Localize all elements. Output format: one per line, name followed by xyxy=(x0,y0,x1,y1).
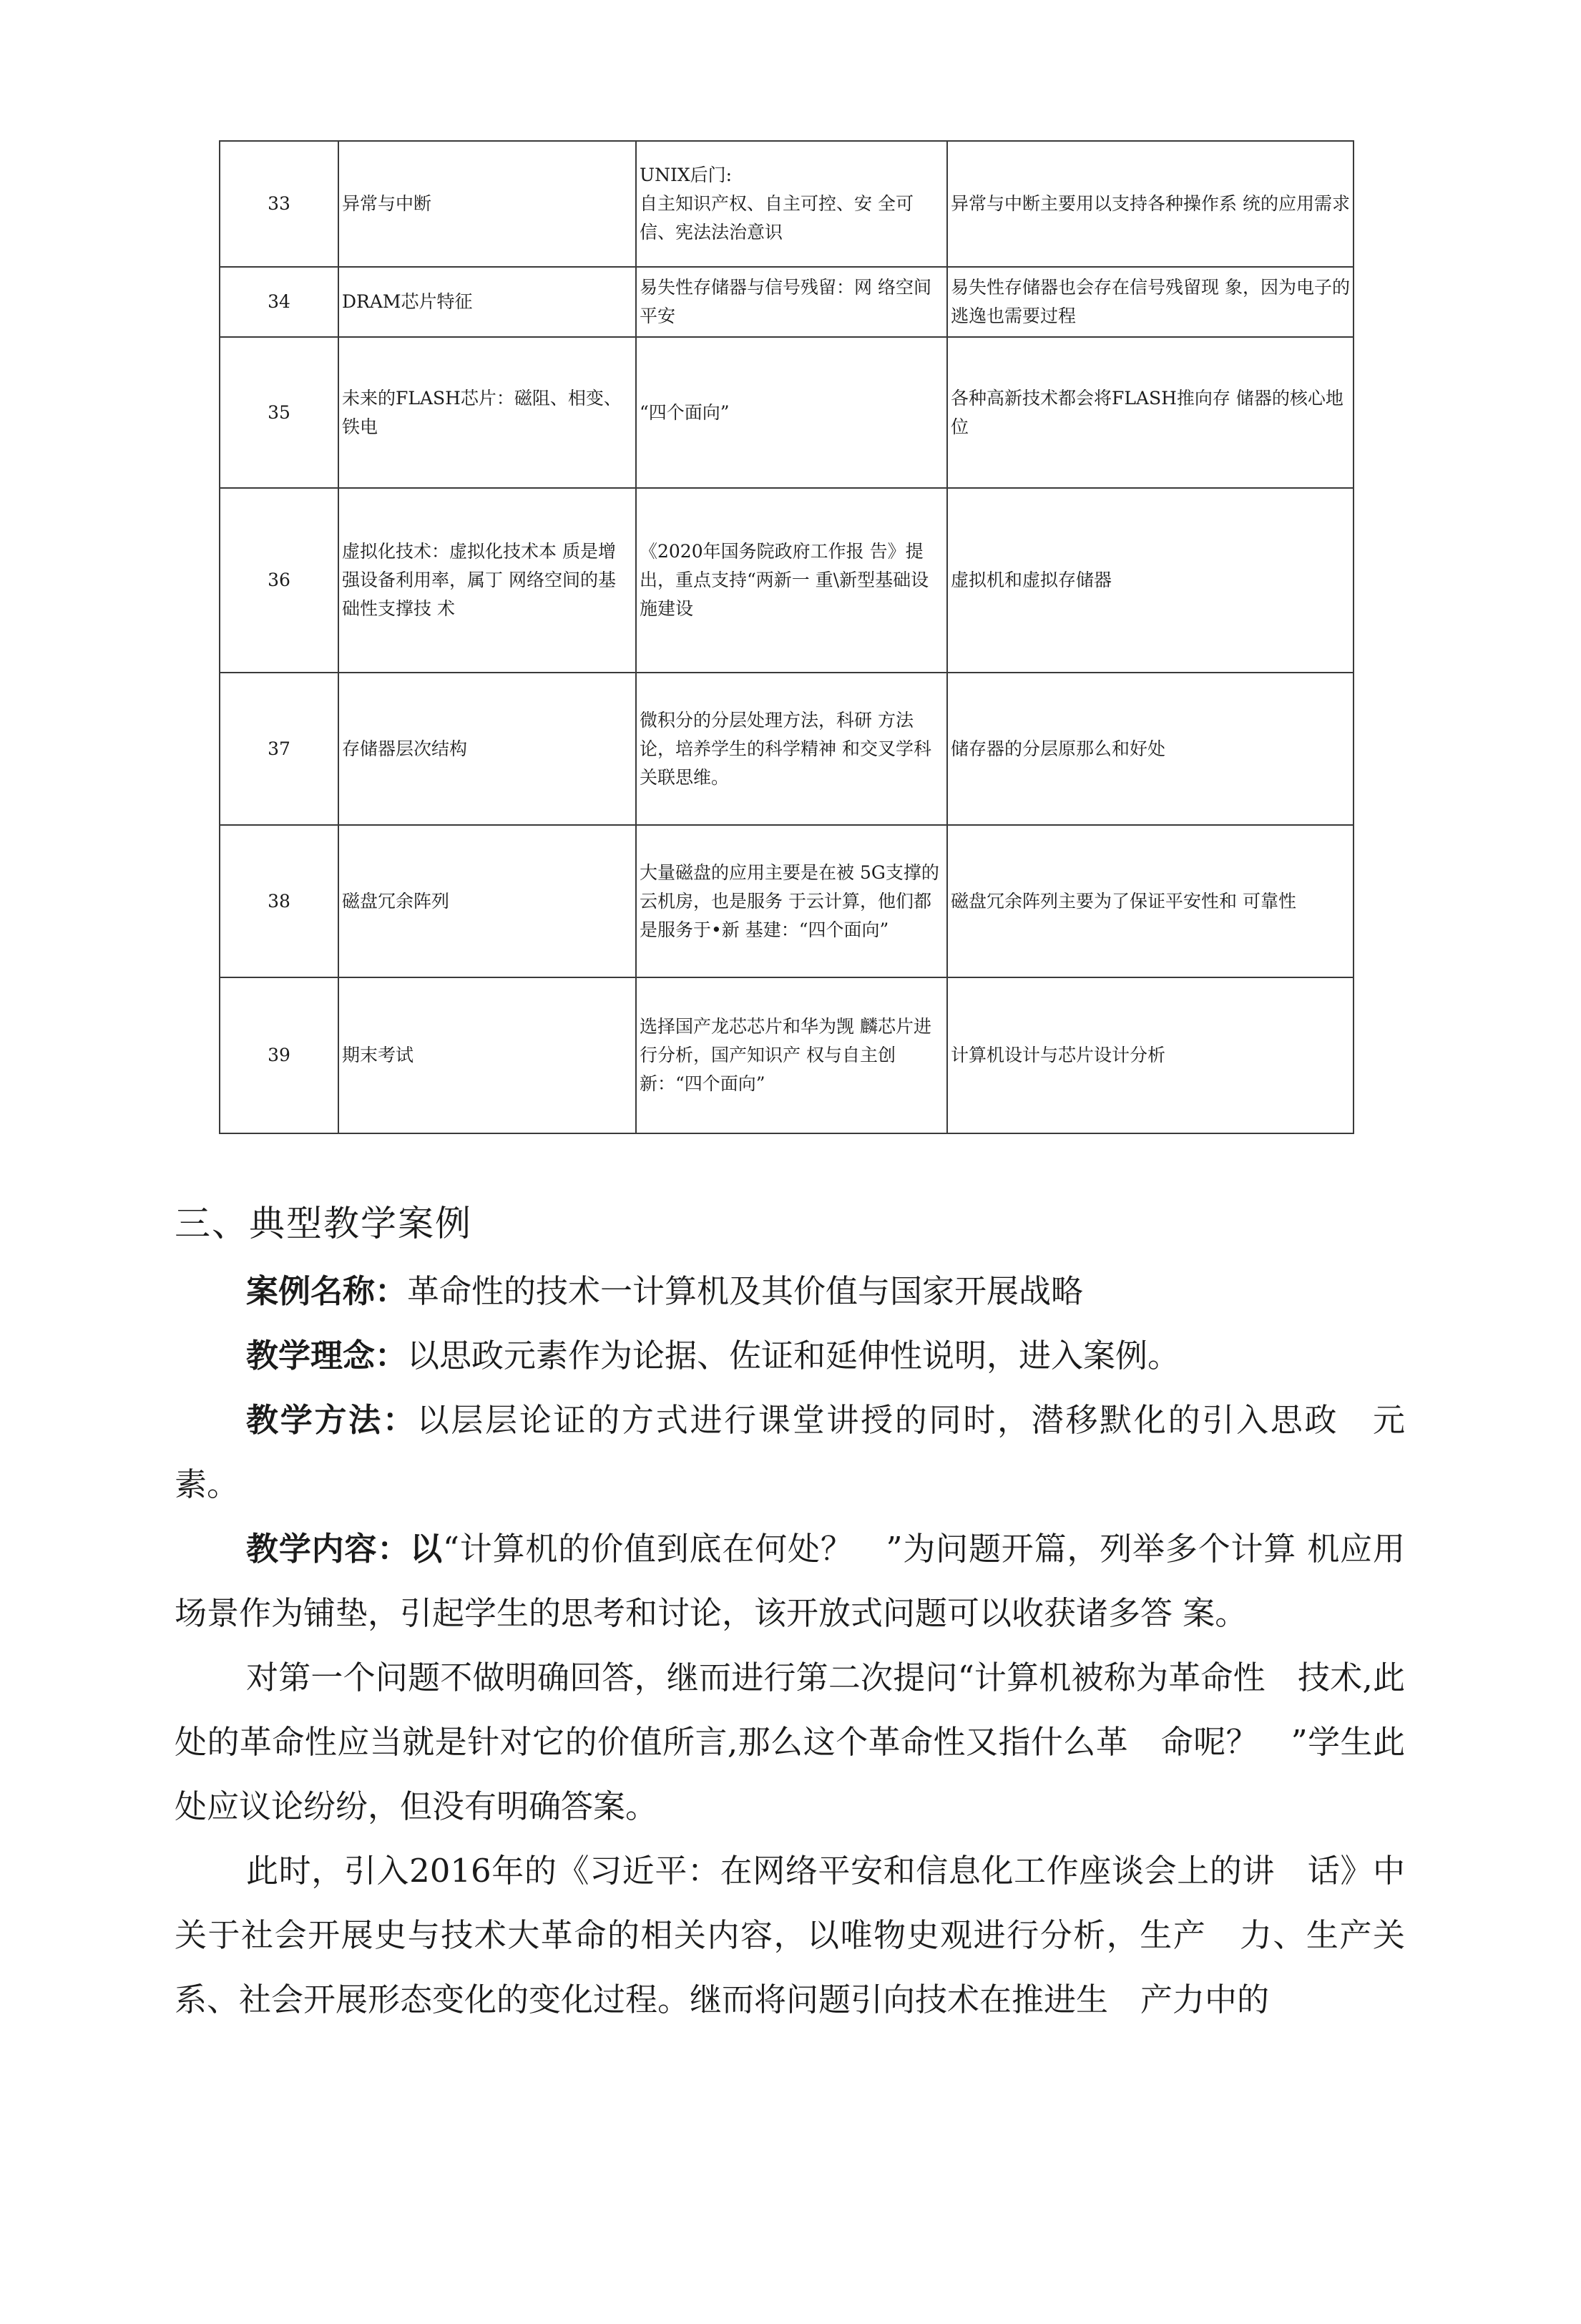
philosophy-paragraph xyxy=(175,1324,1405,1388)
row-note: 虚拟机和虚拟存储器 xyxy=(947,488,1354,673)
section-body xyxy=(175,1259,1405,2032)
row-note: 计算机设计与芯片设计分析 xyxy=(947,977,1354,1133)
row-number: 39 xyxy=(220,977,338,1133)
row-element: 选择国产龙芯芯片和华为觊 麟芯片进行分析，国产知识产 权与自主创新：“四个面向” xyxy=(636,977,947,1133)
row-number: 33 xyxy=(220,141,338,267)
row-topic: 异常与中断 xyxy=(338,141,636,267)
row-topic: 未来的FLASH芯片：磁阻、相变、铁电 xyxy=(338,337,636,488)
row-topic: 虚拟化技术：虚拟化技术本 质是增强设备利用率，属丁 网络空间的基础性支撑技 术 xyxy=(338,488,636,673)
method-text: 以层层论证的方式进行课堂讲授的同时，潜移默化的引入思政 元素。 xyxy=(175,1401,1405,1503)
table-row xyxy=(220,337,1354,488)
row-note: 储存器的分层原那么和好处 xyxy=(947,673,1354,825)
row-element: 《2020年国务院政府工作报 告》提出，重点支持“两新一 重\新型基础设施建设 xyxy=(636,488,947,673)
method-label: 教学方法： xyxy=(246,1401,417,1439)
philosophy-label: 教学理念： xyxy=(246,1337,408,1375)
philosophy-text: 以思政元素作为论据、佐证和延伸性说明，进入案例。 xyxy=(407,1337,1180,1375)
table-row xyxy=(220,141,1354,267)
case-name-paragraph xyxy=(175,1259,1405,1324)
row-note: 异常与中断主要用以支持各种操作系 统的应用需求 xyxy=(947,141,1354,267)
row-note: 易失性存储器也会存在信号残留现 象，因为电子的逃逸也需要过程 xyxy=(947,267,1354,337)
method-paragraph xyxy=(175,1388,1405,1517)
row-element: 易失性存储器与信号残留：网 络空间平安 xyxy=(636,267,947,337)
case-name-text: 革命性的技术一计算机及其价值与国家开展战略 xyxy=(407,1272,1084,1310)
section-heading: 三、典型教学案例 xyxy=(175,1203,472,1244)
content-label: 教学内容：以 xyxy=(246,1530,443,1568)
speech-reference-paragraph: 此时，引入2016年的《习近平：在网络平安和信息化工作座谈会上的讲 话》中关于社会开展史与技术大革命的相关内容，以唯物史观进行分析，生产 力、生产关系、社会开展形态变化的变化过程。继而将问题引向技术在推进生 产力中的 xyxy=(175,1852,1405,2018)
row-number: 38 xyxy=(220,825,338,977)
table-row xyxy=(220,267,1354,337)
row-note: 磁盘冗余阵列主要为了保证平安性和 可靠性 xyxy=(947,825,1354,977)
row-element: 微积分的分层处理方法，科研 方法论，培养学生的科学精神 和交叉学科关联思维。 xyxy=(636,673,947,825)
table-row xyxy=(220,673,1354,825)
case-name-label: 案例名称： xyxy=(246,1272,408,1310)
row-number: 37 xyxy=(220,673,338,825)
course-schedule-table xyxy=(219,140,1354,1134)
table-row xyxy=(220,825,1354,977)
row-topic: 存储器层次结构 xyxy=(338,673,636,825)
row-number: 34 xyxy=(220,267,338,337)
row-note: 各种高新技术都会将FLASH推向存 储器的核心地位 xyxy=(947,337,1354,488)
table-row xyxy=(220,977,1354,1133)
second-question-paragraph: 对第一个问题不做明确回答，继而进行第二次提问“计算机被称为革命性 技术,此处的革命性应当就是针对它的价值所言,那么这个革命性又指什么革 命呢？ ”学生此处应议论纷纷，但没有明确答案。 xyxy=(175,1659,1405,1825)
content-paragraph xyxy=(175,1517,1405,1646)
table-row xyxy=(220,488,1354,673)
row-element: UNIX后门: 自主知识产权、自主可控、安 全可信、宪法法治意识 xyxy=(636,141,947,267)
row-topic: 期末考试 xyxy=(338,977,636,1133)
row-number: 35 xyxy=(220,337,338,488)
row-element: “四个面向” xyxy=(636,337,947,488)
row-topic: DRAM芯片特征 xyxy=(338,267,636,337)
row-number: 36 xyxy=(220,488,338,673)
row-element: 大量磁盘的应用主要是在被 5G支撑的云机房，也是服务 于云计算，他们都是服务于•新 基建：“四个面向” xyxy=(636,825,947,977)
content-text: “计算机的价值到底在何处？ ”为问题开篇，列举多个计算 机应用场景作为铺垫，引起学生的思考和讨论，该开放式问题可以收获诸多答 案。 xyxy=(175,1530,1405,1632)
row-topic: 磁盘冗余阵列 xyxy=(338,825,636,977)
